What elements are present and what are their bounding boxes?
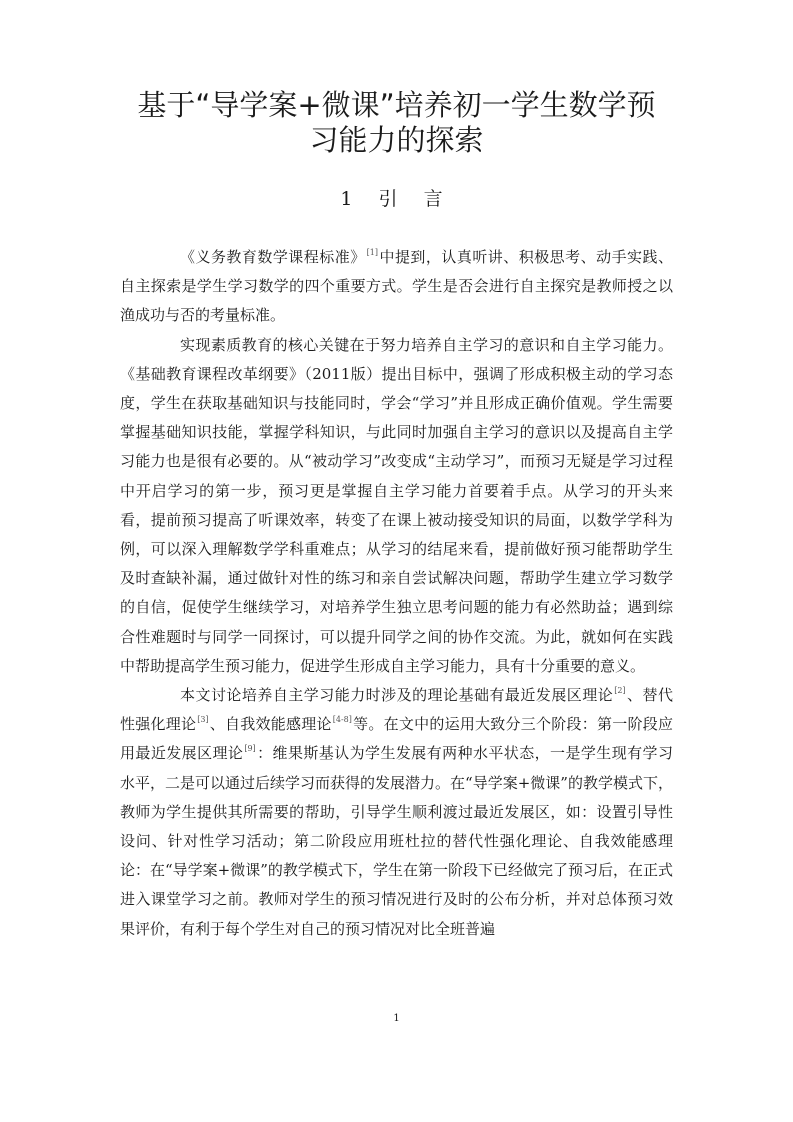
citation-ref: [1] <box>366 248 379 257</box>
section-heading: 1 引 言 <box>340 188 453 210</box>
paragraph-text: 、替代性强化理论 <box>120 686 673 734</box>
paper-title <box>110 88 683 158</box>
paragraph-text: 《义务教育数学课程标准》 <box>180 248 366 266</box>
citation-ref: [9] <box>244 744 256 754</box>
paragraph-text: ：维果斯基认为学生发展有两种水平状态，一是学生现有学习水平，二是可以通过后续学习而获得的发展潜力。在“导学案+微课”的教学模式下，教师为学生提供其所需要的帮助，引导学生顺利渡过最近发展区，如：设置引导性设问、针对性学习活动；第二阶段应用班杜拉的替代性强化理论、自我效能感理论：在“导学案+微课”的教学模式下，学生在第一阶段下已经做完了预习后，在正式进入课堂学习之前。教师对学生的预习情况进行及时的公布分析，并对总体预习效果评价，有利于每个学生对自己的预习情况对比全班普遍 <box>120 744 673 938</box>
title-line-2: 习能力的探索 <box>309 123 484 157</box>
title-line-1: 基于“导学案+微课”培养初一学生数学预 <box>137 88 656 122</box>
paragraph-text: 中提到，认真听讲、积极思考、动手实践、自主探索是学生学习数学的四个重要方式。学生是否会进行自主探究是教师授之以渔成功与否的考量标准。 <box>120 248 673 325</box>
paragraph <box>120 243 673 331</box>
citation-ref: [2] <box>614 686 626 696</box>
citation-ref: [4-8] <box>332 715 352 725</box>
paragraph-text: 等。在文中的运用大致分三个阶段：第一阶段应用最近发展区理论 <box>120 715 673 763</box>
paragraph <box>120 681 673 944</box>
paragraph-text: 、自我效能感理论 <box>209 715 332 734</box>
page-number: 1 <box>393 1013 400 1024</box>
paragraph-text: 实现素质教育的核心关键在于努力培养自主学习的意识和自主学习能力。《基础教育课程改革纲要》（2011版）提出目标中，强调了形成积极主动的学习态度，学生在获取基础知识与技能同时，学会“学习”并且形成正确价值观。学生需要掌握基础知识技能，掌握学科知识，与此同时加强自主学习的意识以及提高自主学习能力也是很有必要的。从“被动学习”改变成“主动学习”，而预习无疑是学习过程中开启学习的第一步，预习更是掌握自主学习能力首要着手点。从学习的开头来看，提前预习提高了听课效率，转变了在课上被动接受知识的局面，以数学学科为例，可以深入理解数学学科重难点；从学习的结尾来看，提前做好预习能帮助学生及时查缺补漏，通过做针对性的练习和亲自尝试解决问题，帮助学生建立学习数学的自信，促使学生继续学习，对培养学生独立思考问题的能力有必然助益；遇到综合性难题时与同学一同探讨，可以提升同学之间的协作交流。为此，就如何在实践中帮助提高学生预习能力，促进学生形成自主学习能力，具有十分重要的意义。 <box>120 335 673 675</box>
paragraph <box>120 331 673 681</box>
citation-ref: [3] <box>197 715 209 725</box>
body-text <box>120 243 673 944</box>
paragraph-text: 本文讨论培养自主学习能力时涉及的理论基础有最近发展区理论 <box>180 686 614 705</box>
